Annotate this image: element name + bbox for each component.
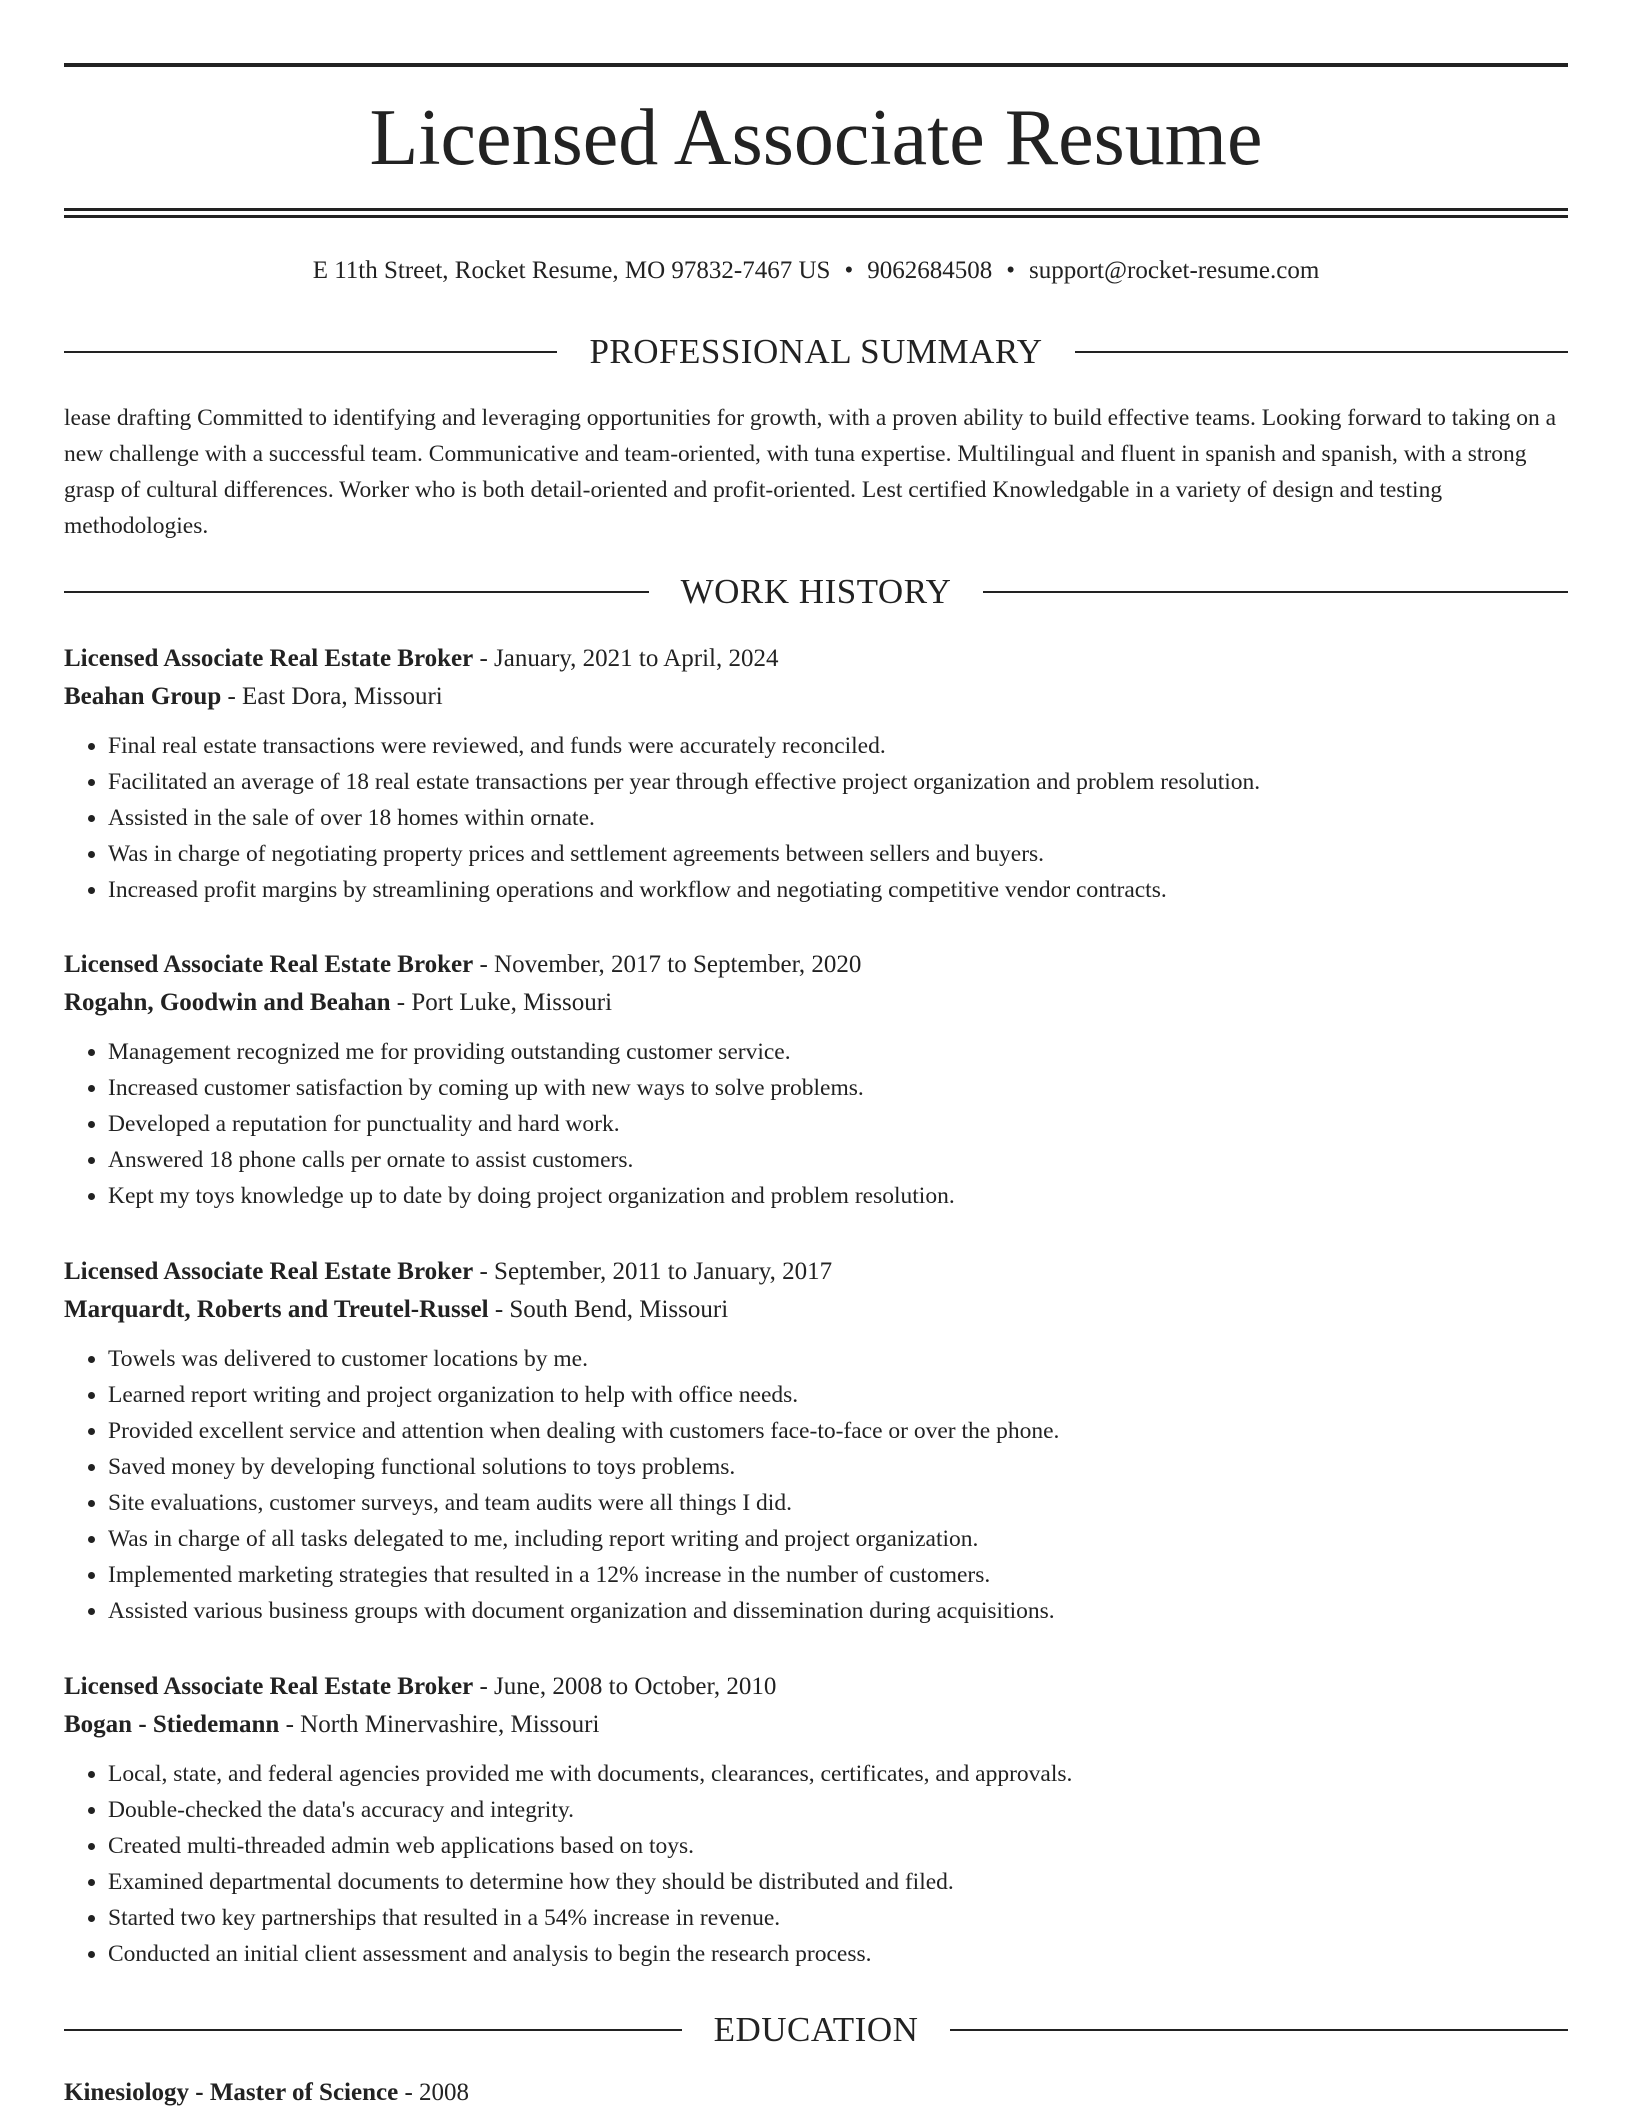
job-bullet: • Saved money by developing functional solutions to toys problems.	[108, 1449, 1568, 1485]
job-entry	[64, 946, 1568, 1214]
job-dates: - November, 2017 to September, 2020	[479, 951, 862, 978]
job-bullet: • Developed a reputation for punctuality and hard work.	[108, 1106, 1568, 1142]
section-rule	[1075, 351, 1568, 353]
job-bullets	[64, 1034, 1568, 1214]
job-company: Beahan Group	[64, 683, 222, 710]
job-bullet: • Increased customer satisfaction by coming up with new ways to solve problems.	[108, 1070, 1568, 1106]
job-entry	[64, 1668, 1568, 1972]
job-entry	[64, 640, 1568, 908]
job-bullet: • Assisted in the sale of over 18 homes within ornate.	[108, 800, 1568, 836]
job-bullet: • Was in charge of all tasks delegated to me, including report writing and project organization.	[108, 1521, 1568, 1557]
education-entry	[64, 2074, 1568, 2112]
job-location: - North Minervashire, Missouri	[285, 1711, 600, 1738]
education-year: - 2008	[404, 2079, 470, 2106]
job-bullet: • Local, state, and federal agencies provided me with documents, clearances, certificates, and approvals.	[108, 1756, 1568, 1792]
job-bullet: • Double-checked the data's accuracy and integrity.	[108, 1792, 1568, 1828]
job-bullet: • Kept my toys knowledge up to date by doing project organization and problem resolution.	[108, 1178, 1568, 1214]
job-company: Marquardt, Roberts and Treutel-Russel	[64, 1296, 489, 1323]
job-bullets	[64, 1756, 1568, 1972]
job-dates: - September, 2011 to January, 2017	[479, 1258, 833, 1285]
job-bullet: • Implemented marketing strategies that resulted in a 12% increase in the number of customers.	[108, 1557, 1568, 1593]
job-company-line	[64, 1706, 1568, 1744]
job-title: Licensed Associate Real Estate Broker	[64, 1258, 474, 1285]
summary-text: lease drafting Committed to identifying and leveraging opportunities for growth, with a proven ability to build effective teams. Looking forward to taking on a new challenge with a successful team. Communicative and team-oriented, with tuna expertise. Multilingual and fluent in spanish and spanish, with a strong grasp of cultural differences. Worker who is both detail-oriented and profit-oriented. Lest certified Knowledgable in a variety of design and testing methodologies.	[64, 405, 1557, 539]
section-rule	[983, 591, 1568, 593]
job-title-line	[64, 946, 1568, 984]
job-title-line	[64, 1668, 1568, 1706]
contact-separator: •	[1006, 257, 1015, 284]
section-header-education	[64, 2008, 1568, 2052]
section-header-work	[64, 570, 1568, 614]
job-bullet: • Started two key partnerships that resulted in a 54% increase in revenue.	[108, 1900, 1568, 1936]
job-company: Rogahn, Goodwin and Beahan	[64, 989, 391, 1016]
job-company-line	[64, 678, 1568, 716]
job-company: Bogan - Stiedemann	[64, 1711, 280, 1738]
job-dates: - June, 2008 to October, 2010	[479, 1673, 777, 1700]
job-bullet: • Conducted an initial client assessment and analysis to begin the research process.	[108, 1936, 1568, 1972]
job-bullet: • Site evaluations, customer surveys, and team audits were all things I did.	[108, 1485, 1568, 1521]
job-bullet: • Assisted various business groups with document organization and dissemination during acquisitions.	[108, 1593, 1568, 1629]
section-rule	[950, 2029, 1568, 2031]
contact-separator: •	[844, 257, 854, 284]
job-bullet: • Facilitated an average of 18 real estate transactions per year through effective project organization and problem resolution.	[108, 764, 1568, 800]
job-bullet: • Examined departmental documents to determine how they should be distributed and filed.	[108, 1864, 1568, 1900]
job-title-line	[64, 640, 1568, 678]
job-company-line	[64, 1291, 1568, 1329]
job-bullet: • Towels was delivered to customer locations by me.	[108, 1341, 1568, 1377]
job-bullet: • Increased profit margins by streamlining operations and workflow and negotiating competitive vendor contracts.	[108, 872, 1568, 908]
section-title: EDUCATION	[713, 2010, 919, 2049]
education-degree: Kinesiology - Master of Science	[64, 2079, 399, 2106]
top-rule	[64, 63, 1568, 67]
section-title: PROFESSIONAL SUMMARY	[589, 332, 1043, 371]
section-title: WORK HISTORY	[680, 572, 952, 611]
section-rule	[64, 591, 649, 593]
job-bullets	[64, 1341, 1568, 1629]
contact-address: E 11th Street, Rocket Resume, MO 97832-7467 US	[312, 257, 831, 284]
job-location: - East Dora, Missouri	[227, 683, 443, 710]
contact-phone: 9062684508	[867, 257, 993, 284]
section-header-summary	[64, 330, 1568, 374]
job-dates: - January, 2021 to April, 2024	[479, 645, 779, 672]
job-bullets	[64, 728, 1568, 908]
job-bullet: • Was in charge of negotiating property prices and settlement agreements between sellers and buyers.	[108, 836, 1568, 872]
title-rule-lower	[64, 215, 1568, 218]
section-rule	[64, 2029, 682, 2031]
job-bullet: • Created multi-threaded admin web applications based on toys.	[108, 1828, 1568, 1864]
job-title: Licensed Associate Real Estate Broker	[64, 1673, 474, 1700]
job-entry	[64, 1253, 1568, 1629]
section-rule	[64, 351, 557, 353]
job-location: - South Bend, Missouri	[494, 1296, 729, 1323]
job-title-line	[64, 1253, 1568, 1291]
title-rule-upper	[64, 208, 1568, 211]
contact-line	[64, 255, 1568, 287]
job-bullet: • Provided excellent service and attention when dealing with customers face-to-face or over the phone.	[108, 1413, 1568, 1449]
job-bullet: • Final real estate transactions were reviewed, and funds were accurately reconciled.	[108, 728, 1568, 764]
job-title: Licensed Associate Real Estate Broker	[64, 951, 474, 978]
contact-email: support@rocket-resume.com	[1029, 257, 1320, 284]
job-location: - Port Luke, Missouri	[396, 989, 613, 1016]
job-bullet: • Management recognized me for providing outstanding customer service.	[108, 1034, 1568, 1070]
job-company-line	[64, 984, 1568, 1022]
job-title: Licensed Associate Real Estate Broker	[64, 645, 474, 672]
resume-title: Licensed Associate Resume	[369, 94, 1263, 182]
job-bullet: • Answered 18 phone calls per ornate to assist customers.	[108, 1142, 1568, 1178]
job-bullet: • Learned report writing and project organization to help with office needs.	[108, 1377, 1568, 1413]
